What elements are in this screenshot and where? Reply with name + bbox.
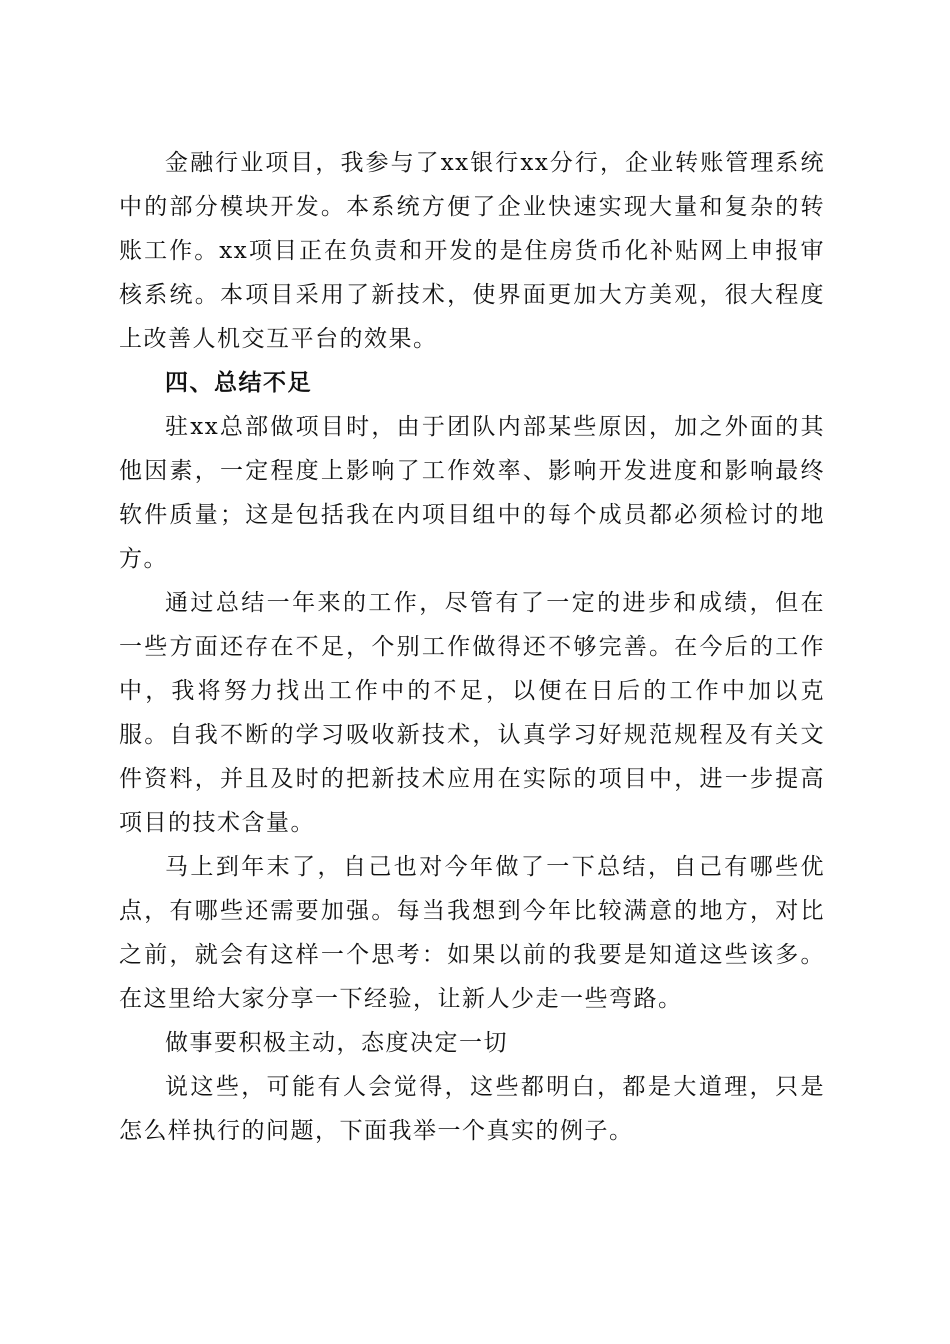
document-page: [119, 141, 825, 1153]
paragraph-attitude-subtitle: 做事要积极主动，态度决定一切: [165, 1030, 508, 1056]
section-heading-summary-shortcomings: 四、总结不足: [165, 370, 312, 396]
paragraph-headquarters-project: 驻xx总部做项目时，由于团队内部某些原因，加之外面的其他因素，一定程度上影响了工作效率、影响开发进度和影响最终软件质量；这是包括我在内项目组中的每个成员都必须检讨的地方。: [119, 414, 825, 572]
paragraph-year-end-reflection: 马上到年末了，自己也对今年做了一下总结，自己有哪些优点，有哪些还需要加强。每当我想到今年比较满意的地方，对比之前，就会有这样一个思考：如果以前的我要是知道这些该多。在这里给大家分享一下经验，让新人少走一些弯路。: [119, 854, 825, 1012]
paragraph-finance-project: 金融行业项目，我参与了xx银行xx分行，企业转账管理系统中的部分模块开发。本系统方便了企业快速实现大量和复杂的转账工作。xx项目正在负责和开发的是住房货币化补贴网上申报审核系统。本项目采用了新技术，使界面更加大方美观，很大程度上改善人机交互平台的效果。: [119, 150, 825, 352]
paragraph-yearly-review: 通过总结一年来的工作，尽管有了一定的进步和成绩，但在一些方面还存在不足，个别工作做得还不够完善。在今后的工作中，我将努力找出工作中的不足，以便在日后的工作中加以克服。自我不断的学习吸收新技术，认真学习好规范规程及有关文件资料，并且及时的把新技术应用在实际的项目中，进一步提高项目的技术含量。: [119, 590, 825, 836]
paragraph-example-intro: 说这些，可能有人会觉得，这些都明白，都是大道理，只是怎么样执行的问题，下面我举一个真实的例子。: [119, 1074, 825, 1144]
